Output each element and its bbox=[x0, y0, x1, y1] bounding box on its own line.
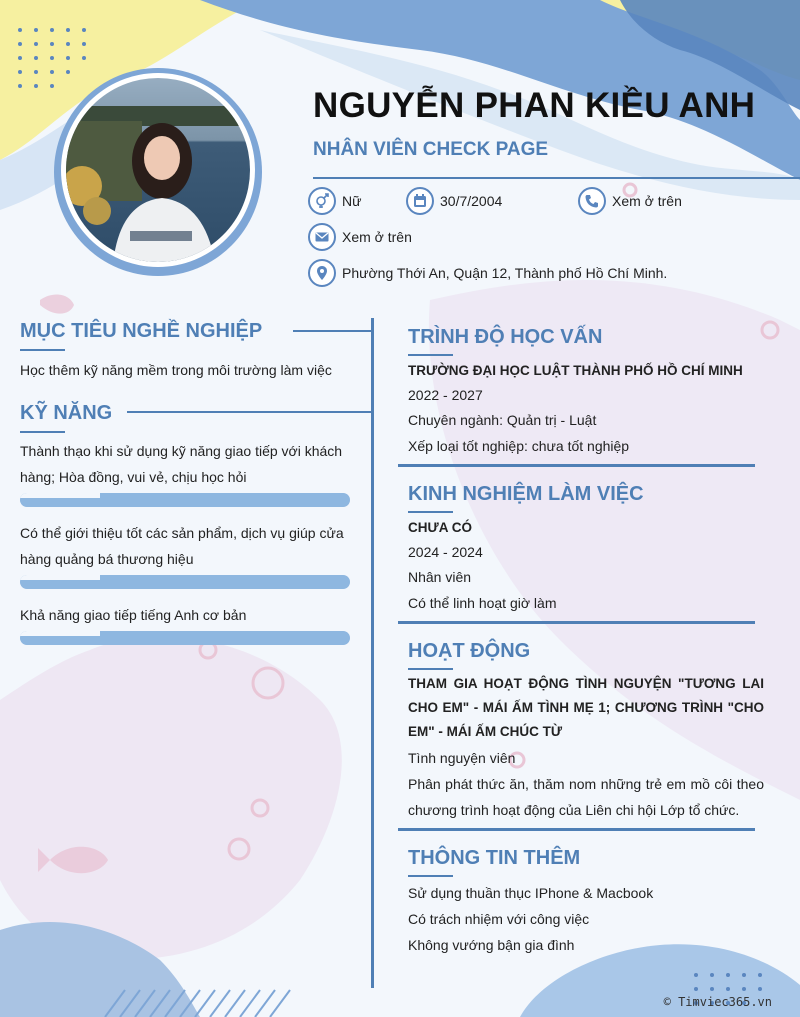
calendar-icon bbox=[406, 187, 434, 215]
phone-row bbox=[578, 187, 682, 215]
education-title: TRÌNH ĐỘ HỌC VẤN bbox=[408, 326, 603, 348]
skill-bar-3 bbox=[20, 631, 350, 645]
skill-item-1: Thành thạo khi sử dụng kỹ năng giao tiếp với khách hàng; Hòa đồng, vui vẻ, chịu học hỏi bbox=[20, 443, 343, 485]
experience-desc: Có thể linh hoạt giờ làm bbox=[408, 595, 557, 611]
gender-row bbox=[308, 187, 361, 215]
avatar bbox=[52, 66, 264, 278]
extra-info-item-2: Có trách nhiệm với công việc bbox=[408, 911, 590, 927]
location-pin-icon bbox=[308, 259, 336, 287]
skill-bar-1-notch bbox=[20, 493, 100, 498]
education-period: 2022 - 2027 bbox=[408, 387, 483, 403]
experience-company: CHƯA CÓ bbox=[408, 520, 472, 535]
copyright-watermark: © Timviec365.vn bbox=[663, 995, 772, 1009]
education-grade: Xếp loại tốt nghiệp: chưa tốt nghiệp bbox=[408, 438, 630, 454]
dob-value: 30/7/2004 bbox=[440, 193, 503, 209]
experience-title-underline bbox=[408, 511, 453, 513]
avatar-frame bbox=[52, 66, 264, 278]
objective-title-rule bbox=[293, 330, 371, 332]
activities-desc: Phân phát thức ăn, thăm nom những trẻ em mồ côi theo chương trình hoạt động của Liên chi hội Lớp tổ chức. bbox=[408, 776, 764, 818]
education-major: Chuyên ngành: Quản trị - Luật bbox=[408, 412, 597, 428]
email-icon bbox=[308, 223, 336, 251]
skill-bar-3-notch bbox=[20, 631, 100, 636]
skill-bar-1 bbox=[20, 493, 350, 507]
phone-icon bbox=[578, 187, 606, 215]
skills-title: KỸ NĂNG bbox=[20, 402, 113, 424]
candidate-name: NGUYỄN PHAN KIỀU ANH bbox=[313, 86, 756, 125]
address-value: Phường Thới An, Quận 12, Thành phố Hồ Chí Minh. bbox=[342, 265, 668, 281]
experience-position: Nhân viên bbox=[408, 569, 472, 585]
activities-title: HOẠT ĐỘNG bbox=[408, 640, 531, 662]
activities-role: Tình nguyện viên bbox=[408, 750, 516, 766]
extra-info-title-underline bbox=[408, 875, 453, 877]
email-value: Xem ở trên bbox=[342, 229, 412, 245]
column-divider bbox=[371, 318, 374, 988]
extra-info-item-1: Sử dụng thuần thục IPhone & Macbook bbox=[408, 885, 654, 901]
gender-icon bbox=[308, 187, 336, 215]
extra-info-title: THÔNG TIN THÊM bbox=[408, 847, 581, 869]
skill-bar-2-notch bbox=[20, 575, 100, 580]
objective-title-underline bbox=[20, 349, 65, 351]
header-divider bbox=[313, 177, 800, 179]
extra-info-item-3: Không vướng bận gia đình bbox=[408, 937, 575, 953]
experience-divider bbox=[398, 621, 755, 624]
experience-period: 2024 - 2024 bbox=[408, 544, 483, 560]
phone-value: Xem ở trên bbox=[612, 193, 682, 209]
skill-item-2: Có thể giới thiệu tốt các sản phẩm, dịch vụ giúp cửa hàng quảng bá thương hiệu bbox=[20, 525, 344, 567]
skill-item-3: Khả năng giao tiếp tiếng Anh cơ bản bbox=[20, 607, 247, 623]
education-divider bbox=[398, 464, 755, 467]
job-title: NHÂN VIÊN CHECK PAGE bbox=[313, 139, 549, 160]
gender-value: Nữ bbox=[342, 193, 362, 209]
activities-name: THAM GIA HOẠT ĐỘNG TÌNH NGUYỆN "TƯƠNG LAI CHO EM" - MÁI ẤM TÌNH MẸ 1; CHƯƠNG TRÌNH "CHO EM" - MÁI ẤM CHÚC TỪ bbox=[408, 676, 764, 739]
skill-bar-2 bbox=[20, 575, 350, 589]
dob-row bbox=[406, 187, 502, 215]
email-row bbox=[308, 223, 412, 251]
skills-title-rule bbox=[127, 411, 371, 413]
activities-title-underline bbox=[408, 668, 453, 670]
address-row bbox=[308, 259, 667, 287]
objective-title: MỤC TIÊU NGHỀ NGHIỆP bbox=[20, 320, 263, 342]
objective-text: Học thêm kỹ năng mềm trong môi trường làm việc bbox=[20, 362, 332, 378]
experience-title: KINH NGHIỆM LÀM VIỆC bbox=[408, 483, 644, 505]
education-title-underline bbox=[408, 354, 453, 356]
activities-divider bbox=[398, 828, 755, 831]
education-school: TRƯỜNG ĐẠI HỌC LUẬT THÀNH PHỐ HỒ CHÍ MINH bbox=[408, 363, 743, 378]
skills-title-underline bbox=[20, 431, 65, 433]
